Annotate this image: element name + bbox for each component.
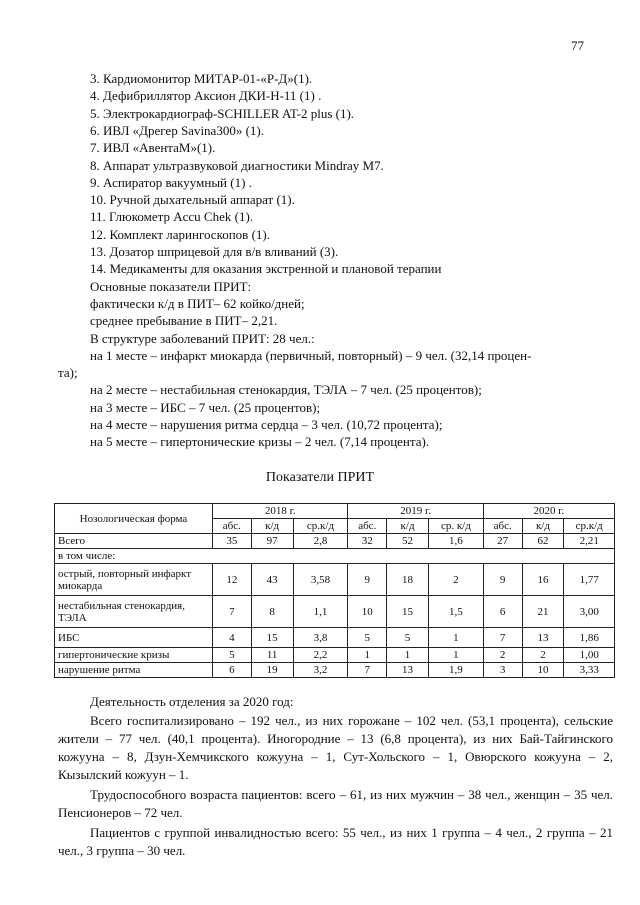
equipment-item: 13. Дозатор шприцевой для в/в вливаний (3). bbox=[90, 244, 339, 259]
basic-heading: Основные показатели ПРИТ: bbox=[90, 278, 252, 294]
table-row bbox=[55, 564, 615, 596]
cell: 1,00 bbox=[564, 648, 615, 663]
cell: 27 bbox=[483, 534, 522, 549]
cell: 8 bbox=[251, 596, 293, 628]
place-1-continuation: та); bbox=[58, 365, 78, 381]
cell: 2,21 bbox=[564, 534, 615, 549]
cell: 2,2 bbox=[293, 648, 348, 663]
cell: 1 bbox=[429, 628, 484, 648]
table-row bbox=[55, 663, 615, 678]
place-3-line: на 3 месте – ИБС – 7 чел. (25 процентов); bbox=[90, 399, 321, 415]
cell: 1 bbox=[348, 648, 387, 663]
average-stay: среднее пребывание в ПИТ– 2,21. bbox=[90, 313, 278, 329]
cell: 3,33 bbox=[564, 663, 615, 678]
row-label: нестабильная стенокардия, ТЭЛА bbox=[55, 596, 213, 628]
equipment-item: 4. Дефибриллятор Аксион ДКИ-Н-11 (1) . bbox=[90, 88, 322, 104]
cell: 1,5 bbox=[429, 596, 484, 628]
cell: 1,6 bbox=[429, 534, 484, 549]
cell: 5 bbox=[387, 628, 429, 648]
table-row bbox=[55, 648, 615, 663]
cell: 2 bbox=[483, 648, 522, 663]
cell: 11 bbox=[251, 648, 293, 663]
year-header: 2020 г. bbox=[483, 504, 614, 519]
activity-heading: Деятельность отделения за 2020 год: bbox=[90, 694, 294, 709]
equipment-item: 10. Ручной дыхательный аппарат (1). bbox=[90, 192, 295, 208]
cell: 9 bbox=[348, 564, 387, 596]
cell: 18 bbox=[387, 564, 429, 596]
cell: 3,8 bbox=[293, 628, 348, 648]
equipment-item: 12. Комплект ларингоскопов (1). bbox=[90, 226, 270, 242]
equipment-item: 9. Аспиратор вакуумный (1) . bbox=[90, 174, 252, 190]
sub-header: ср.к/д bbox=[564, 519, 615, 534]
equipment-item: 8. Аппарат ультразвуковой диагностики Mindray M7. bbox=[90, 157, 384, 173]
cell: 1,1 bbox=[293, 596, 348, 628]
page-number: 77 bbox=[571, 38, 584, 53]
structure-heading: В структуре заболеваний ПРИТ: 28 чел.: bbox=[90, 330, 315, 346]
cell: 10 bbox=[522, 663, 564, 678]
table-title: Показатели ПРИТ bbox=[265, 470, 375, 485]
table-row bbox=[55, 628, 615, 648]
sub-header: ср.к/д bbox=[293, 519, 348, 534]
sub-header: абс. bbox=[483, 519, 522, 534]
sub-header: к/д bbox=[387, 519, 429, 534]
cell: 13 bbox=[522, 628, 564, 648]
cell: 7 bbox=[483, 628, 522, 648]
equipment-item: 14. Медикаменты для оказания экстренной и плановой терапии bbox=[90, 261, 442, 277]
row-label: Всего bbox=[55, 534, 213, 549]
sub-header: абс. bbox=[348, 519, 387, 534]
cell: 5 bbox=[213, 648, 252, 663]
cell: 6 bbox=[483, 596, 522, 628]
equipment-item: 11. Глюкометр Accu Chek (1). bbox=[90, 209, 254, 225]
cell: 97 bbox=[251, 534, 293, 549]
cell: 19 bbox=[251, 663, 293, 678]
cell: 21 bbox=[522, 596, 564, 628]
cell: 35 bbox=[213, 534, 252, 549]
place-4-line: на 4 месте – нарушения ритма сердца – 3 чел. (10,72 процента); bbox=[90, 417, 443, 432]
row-label: острый, повторный инфаркт миокарда bbox=[55, 564, 213, 596]
row-label: гипертонические кризы bbox=[55, 648, 213, 663]
cell: 52 bbox=[387, 534, 429, 549]
year-header: 2018 г. bbox=[213, 504, 348, 519]
cell: 3,58 bbox=[293, 564, 348, 596]
cell: 2 bbox=[429, 564, 484, 596]
cell: 16 bbox=[522, 564, 564, 596]
cell: 43 bbox=[251, 564, 293, 596]
cell: 4 bbox=[213, 628, 252, 648]
sub-header: к/д bbox=[251, 519, 293, 534]
fact-bed-days: фактически к/д в ПИТ– 62 койко/дней; bbox=[90, 295, 305, 311]
equipment-item: 6. ИВЛ «Дрегер Savina300» (1). bbox=[90, 122, 264, 138]
cell: 1,77 bbox=[564, 564, 615, 596]
indicators-table bbox=[54, 503, 615, 678]
cell: 15 bbox=[251, 628, 293, 648]
cell: 9 bbox=[483, 564, 522, 596]
cell: 1 bbox=[387, 648, 429, 663]
row-label: нарушение ритма bbox=[55, 663, 213, 678]
activity-paragraph-2: Трудоспособного возраста пациентов: всего – 61, из них мужчин – 38 чел., женщин – 35 чел. Пенсионеров – 72 чел. bbox=[58, 787, 613, 820]
activity-paragraph-1: Всего госпитализировано – 192 чел., из них горожане – 102 чел. (53,1 процента), сельские жители – 77 чел. (40,1 процента). Иногородние – 13 (6,8 процента), из них Бай-Тайгинского кожууна – 8, Дзун-Хемчикского кожууна – 1, Сут-Хольского – 1, Овюрского кожууна – 2, Кызылский кожуун – 1. bbox=[58, 713, 613, 782]
cell: 3 bbox=[483, 663, 522, 678]
sub-header: к/д bbox=[522, 519, 564, 534]
cell: 3,00 bbox=[564, 596, 615, 628]
place-2-line: на 2 месте – нестабильная стенокардия, ТЭЛА – 7 чел. (25 процентов); bbox=[90, 382, 482, 398]
sub-header: абс. bbox=[213, 519, 252, 534]
table-row bbox=[55, 596, 615, 628]
cell: 2,8 bbox=[293, 534, 348, 549]
row-label: ИБС bbox=[55, 628, 213, 648]
equipment-item: 5. Электрокардиограф-SCHILLER AT-2 plus (1). bbox=[90, 105, 355, 121]
cell: 5 bbox=[348, 628, 387, 648]
cell: 1,86 bbox=[564, 628, 615, 648]
cell: 1,9 bbox=[429, 663, 484, 678]
sub-header: ср. к/д bbox=[429, 519, 484, 534]
cell: 7 bbox=[213, 596, 252, 628]
form-header: Нозологическая форма bbox=[55, 504, 213, 534]
year-header: 2019 г. bbox=[348, 504, 483, 519]
table-header-years bbox=[55, 504, 615, 519]
table-row bbox=[55, 534, 615, 549]
cell: 1 bbox=[429, 648, 484, 663]
table-row-including bbox=[55, 549, 615, 564]
equipment-item: 7. ИВЛ «АвентаМ»(1). bbox=[90, 140, 216, 156]
place-1-line: на 1 месте – инфаркт миокарда (первичный, повторный) – 9 чел. (32,14 процен- bbox=[90, 347, 532, 363]
cell: 10 bbox=[348, 596, 387, 628]
place-5-line: на 5 месте – гипертонические кризы – 2 чел. (7,14 процента). bbox=[90, 434, 430, 450]
cell: 2 bbox=[522, 648, 564, 663]
cell: 7 bbox=[348, 663, 387, 678]
cell: 15 bbox=[387, 596, 429, 628]
cell: 12 bbox=[213, 564, 252, 596]
cell: 3,2 bbox=[293, 663, 348, 678]
cell: 32 bbox=[348, 534, 387, 549]
cell: 13 bbox=[387, 663, 429, 678]
cell: 6 bbox=[213, 663, 252, 678]
including-label: в том числе: bbox=[55, 549, 615, 564]
equipment-item: 3. Кардиомонитор МИТАР-01-«Р-Д»(1). bbox=[90, 71, 313, 86]
cell: 62 bbox=[522, 534, 564, 549]
activity-paragraph-3: Пациентов с группой инвалидностью всего: 55 чел., из них 1 группа – 4 чел., 2 группа – 21 чел., 3 группа – 30 чел. bbox=[58, 825, 613, 858]
